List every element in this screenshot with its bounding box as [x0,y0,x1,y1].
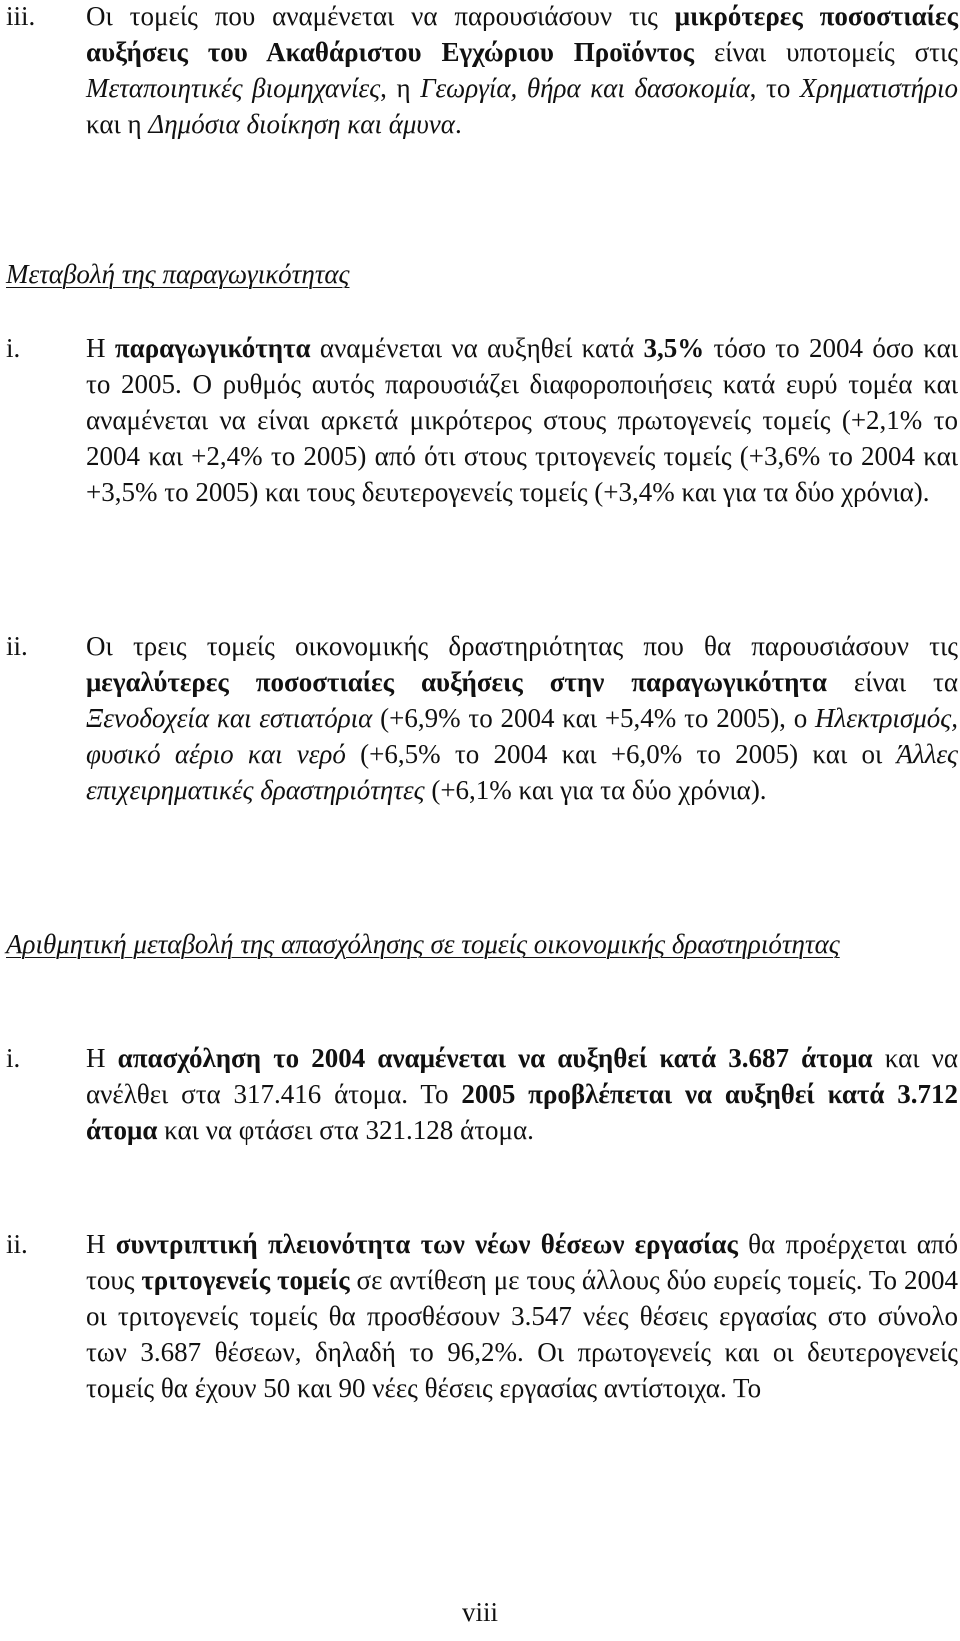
text-run: Η [86,1229,116,1259]
text-run: θα προέρχεται από τους [86,1229,959,1295]
text-run: και η [86,109,149,139]
page-number: viii [461,1597,498,1627]
text-run: , η [380,73,421,103]
italic-text: Μεταποιητικές βιομηχανίες [86,73,381,103]
list-marker: iii. [6,1,36,31]
text-run: (+6,9% το 2004 και +5,4% το 2005), ο [372,703,815,733]
section-heading-productivity: Μεταβολή της παραγωγικότητας [6,259,350,289]
text-run: και να ανέλθει στα 317.416 άτομα. Το [86,1043,958,1109]
text-run: . [454,109,462,139]
list-item-productivity-i [6,330,958,510]
italic-text: Άλλες επιχειρηματικές δραστηριότητες [86,739,958,805]
list-item-employment-ii [6,1226,958,1406]
text-run: είναι τα [826,667,959,697]
list-marker: ii. [6,631,28,661]
bold-text: μεγαλύτερες ποσοστιαίες αυξήσεις στην παραγωγικότητα [86,667,827,697]
text-run: σε αντίθεση με τους άλλους δύο ευρείς τομείς. Το 2004 οι τριτογενείς τομείς θα προσθέσουν 3.547 νέες θέσεις εργασίας στο σύνολο των 3.687 θέσεων, δηλαδή το 96,2%. Οι πρωτογενείς και οι δευτερογενείς τομείς θα έχουν 50 και 90 νέες θέσεις εργασίας αντίστοιχα. Το [86,1265,958,1403]
italic-text: Χρηματιστήριο [799,73,958,103]
bold-text: 2005 προβλέπεται να αυξηθεί κατά 3.712 άτομα [86,1079,958,1145]
italic-text: Γεωργία, θήρα και δασοκομία [420,73,750,103]
paragraph [86,628,958,808]
italic-text: Δημόσια διοίκηση και άμυνα [148,109,455,139]
bold-text: τριτογενείς τομείς [141,1265,350,1295]
text-run: Οι τομείς που αναμένεται να παρουσιάσουν τις [86,1,675,31]
bold-text: 3,5% [643,333,705,363]
text-run: (+6,5% το 2004 και +6,0% το 2005) και οι [345,739,897,769]
text-run: (+6,1% και για τα δύο χρόνια). [424,775,767,805]
italic-text: Ηλεκτρισμός, φυσικό αέριο και νερό [86,703,958,769]
bold-text: απασχόληση το 2004 αναμένεται να αυξηθεί κατά 3.687 άτομα [117,1043,873,1073]
bold-text: συντριπτική πλειονότητα των νέων θέσεων εργασίας [115,1229,738,1259]
section-heading-employment: Αριθμητική μεταβολή της απασχόλησης σε τομείς οικονομικής δραστηριότητας [6,929,840,959]
text-run: Η [86,1043,118,1073]
paragraph [86,0,958,142]
list-marker: i. [6,333,21,363]
text-run: και να φτάσει στα 321.128 άτομα. [157,1115,534,1145]
italic-text: Ξενοδοχεία και εστιατόρια [86,703,373,733]
list-item-productivity-ii [6,628,958,808]
text-run: Η [86,333,115,363]
bold-text: μικρότερες ποσοστιαίες αυξήσεις του Ακαθάριστου Εγχώριου Προϊόντος [86,1,958,67]
list-item-employment-i [6,1040,958,1148]
text-run: Οι τρεις τομείς οικονομικής δραστηριότητας που θα παρουσιάσουν τις [86,631,958,661]
bold-text: παραγωγικότητα [114,333,311,363]
list-item-iii-lowest-growth-sectors [6,0,958,142]
text-run: τόσο το 2004 όσο και το 2005. Ο ρυθμός αυτός παρουσιάζει διαφοροποιήσεις κατά ευρύ τομέα και αναμένεται να είναι αρκετά μικρότερος στους πρωτογενείς τομείς (+2,1% το 2004 και +2,4% το 2005) από ότι στους τριτογενείς τομείς (+3,6% το 2004 και +3,5% το 2005) και τους δευτερογενείς τομείς (+3,4% και για τα δύο χρόνια). [86,333,958,507]
text-run: είναι υποτομείς στις [694,37,958,67]
text-run: αναμένεται να αυξηθεί κατά [310,333,644,363]
paragraph [86,1226,958,1406]
list-marker: ii. [6,1229,28,1259]
list-marker: i. [6,1043,21,1073]
text-run: , το [749,73,800,103]
paragraph [86,330,958,510]
paragraph [86,1040,958,1148]
